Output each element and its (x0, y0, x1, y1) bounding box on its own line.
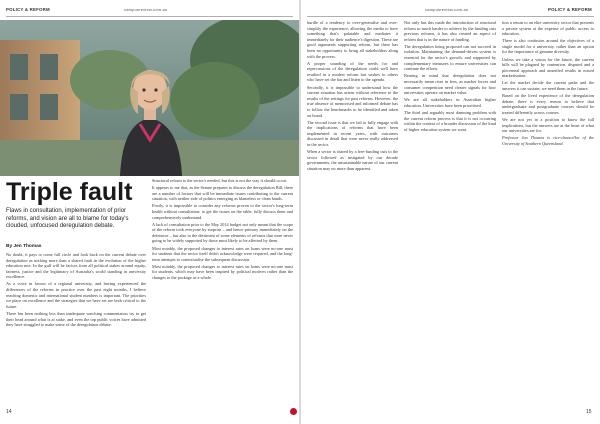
article-headline: Triple fault (6, 178, 133, 206)
right-column-3 (502, 20, 594, 406)
paragraph: Firstly, it is impossible to consider any reforms proven to the sector's long-term health without consultation: to get the issues on the table, fully discuss them and comprehensively understand. (152, 203, 293, 220)
paragraph: When a sector is shared by a free-funding cuts to the sector followed as instigated by our decade governments, the unsustainable nature of our current situation may no more than apparent. (307, 149, 398, 171)
header-rule (6, 16, 293, 17)
running-header-right (548, 7, 592, 12)
paragraph: The second issue is that we fail to fully engage with the implications of reforms that have been implemented in recent years, with outcomes discussed in detail that were never really addressed in the sector. (307, 119, 398, 147)
paragraph: Structural reform to the sector's needed, but this is not the way it should occur. (152, 178, 287, 183)
paragraph: Bearing in mind that deregulation does not necessarily mean rises in fees, as market forces and consumer competition need clearer signals for how universities operate on market value. (404, 73, 496, 96)
paragraph: As a voice in favour of a regional university, and having experienced the differences of the reforms in practice over the past eight months, I believe reaching domestic and international student numbers is important. The priorities we place on excellence and the strategies that we have set are both critical to the future. (6, 281, 146, 309)
right-column-2 (404, 20, 496, 406)
paragraph: There has been nothing less than inadequate watching commentators try to get their head around what is at stake, and even the top public voices have admitted they have struggled to make sense of the deregulation debate. (6, 310, 146, 328)
paragraph: Most notably, the proposed changes to interest rates on loans were no-one must for students that the sector itself didn't acknowledge were required, and the long-term attempts to contextualise the subsequent discussion. (152, 245, 293, 262)
paragraph: Secondly, it is impossible to understand how the current situation has arisen without reference to the results of the settings for past reforms. However, the true absence of memorised and informed debate has to follow the benchmarks to be identified and taken on board. (307, 84, 398, 118)
paragraph: Most notably, the proposed changes to interest rates on loans were no-one must for students, which may have been inspired by political motives rather than the changes to the package as a whole. (152, 263, 293, 280)
paragraph: We are all stakeholders in Australian higher education. Universities have been prioritised. (404, 97, 496, 108)
header-rule (307, 16, 594, 17)
paragraph: Let the market decide the current paths and the answers it can sustain; we need them in the future. (502, 80, 594, 92)
paragraph: A proper sounding of the needs for and repercussions of the deregulation could well have resulted in a modest reform but wishes to others who have set the bar and listen to the agenda. (307, 60, 398, 83)
paragraph: No doubt, it pays to come full circle and look back on the current debate over deregulation as nothing more than a shared fault in the evolution of the higher education mix. In the gulf will be factors from all political stakes around equity, fairness, justice and the legitimacy of Australia's world standing in university excellence. (6, 252, 146, 280)
site-url: campusreview.com.au (425, 7, 469, 12)
paragraph: There is also confusion around the objectives of a single model for a university, rather than an option for the importance of genuine diversity. (502, 38, 594, 55)
paragraph: hurdle of a tendency to over-generalise and over-simplify the experience, allowing the media to have something that's palatable and mediates it immediately for their audience's digestion. These are good arguments supporting reform, but there has been no opportunity to bring all stakeholders along with the process. (307, 20, 398, 59)
right-column-1 (307, 20, 398, 406)
paragraph: The deregulation being proposed can not succeed in isolation. Maintaining the demand-driven system is essential for the sector's growth, and supported by complementary measures to ensure universities can continue the efforts. (404, 43, 496, 72)
left-page (0, 0, 299, 424)
page-number-left: 14 (6, 409, 12, 415)
paragraph: A lack of consultation prior to the May 2014 budget not only meant that the scope of the reform took everyone by surprise – and hence primary immediately on the defensive – but also to the detriment of some elements of reforms that were never going to be widely supported by those most likely to be affected by them. (152, 221, 293, 244)
left-column-1 (6, 252, 146, 404)
paragraph: Unless we take a vision for the future, the current bills will be plagued by contention, disputed and a piecemeal approach and unsettled results in mixed marketisation. (502, 56, 594, 79)
author-photo (0, 20, 299, 176)
site-url: campusreview.com.au (124, 7, 168, 12)
publication-logo-icon (290, 408, 297, 415)
paragraph: Based on the lived experience of the deregulation debate, there is every reason to believe that undergraduate and postgraduate courses should be treated differently across courses. (502, 93, 594, 115)
paragraph: The third and arguably most damning problem with the current reform process is that it is not occurring within the context of a broader discussion of the kind of higher education system we want. (404, 109, 496, 132)
article-byline: By Jen Thomas (6, 244, 42, 249)
page-number-right: 15 (586, 409, 592, 415)
author-bio: Professor Jan Thomas is vice-chancellor of the University of Southern Queensland. (502, 135, 594, 146)
left-column-2 (152, 178, 293, 404)
right-page (301, 0, 600, 424)
section-label: POLICY & REFORM (548, 7, 592, 12)
paragraph: We are not yet in a position to know the full implications, but the answers are at the heart of what our universities are for. (502, 117, 594, 134)
paragraph: tion a return to an elite university sector that presents a private system at the expense of public access to education. (502, 20, 594, 37)
running-header-left (6, 7, 50, 12)
article-standfirst: Flaws in consultation, implementation of prior reforms, and vision are all to blame for today's clouded, unfocused deregulation debate. (6, 208, 129, 230)
paragraph: It appears to me that, as the Senate prepares to discuss the deregulation Bill, there are a number of factors that will be immediate issues contributing to the current situation, with neither side of politics emerging as blameless or clean hands. (152, 185, 293, 202)
section-label: POLICY & REFORM (6, 7, 50, 12)
paragraph: Not only has this made the introduction of structural reform so much harder to achieve by the funding cuts previous reforms, it has also created an aspect of reform that is in the nature of funding. (404, 20, 496, 42)
